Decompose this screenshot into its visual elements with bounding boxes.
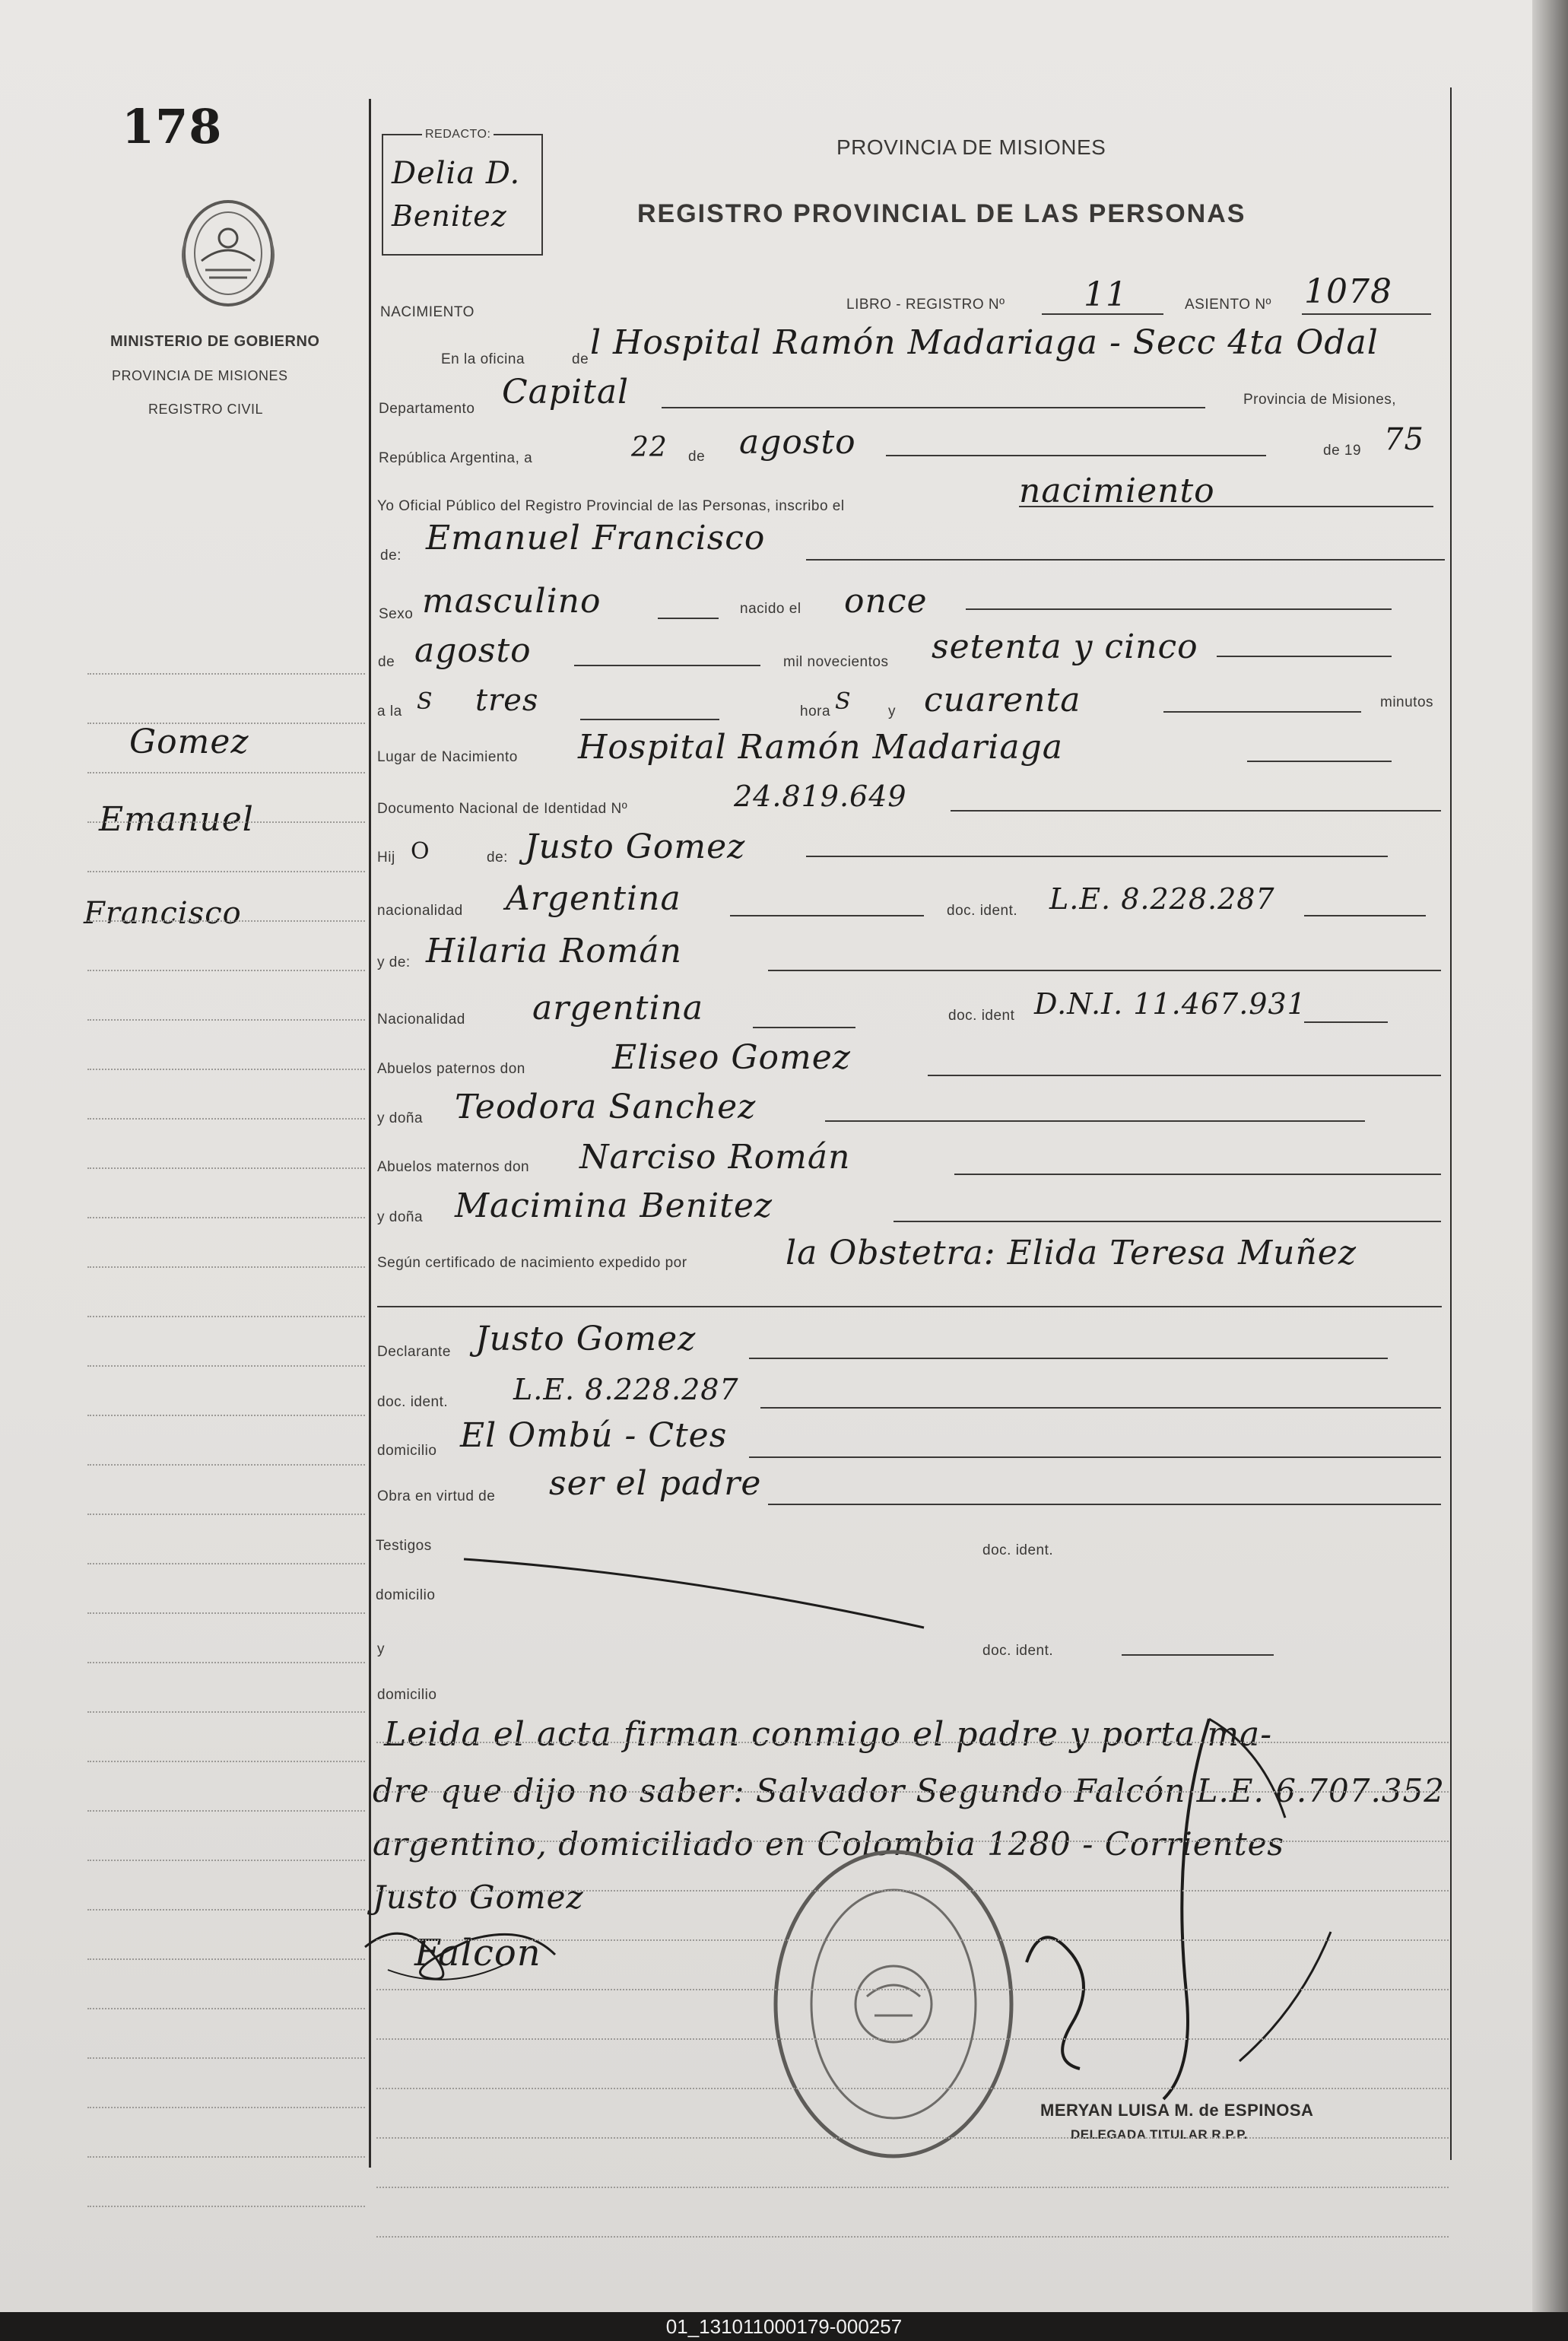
form-dotted-line (376, 2236, 1449, 2238)
oficina-value: l Hospital Ramón Madariaga - Secc 4ta Odal (590, 323, 1379, 362)
year-value: 75 (1384, 422, 1424, 457)
oficial-value: nacimiento (1019, 472, 1215, 510)
page-edge (1532, 0, 1568, 2312)
domicilio2-label: domicilio (376, 1587, 436, 1603)
form-right-border (1450, 87, 1452, 2160)
margin-dotted-line (87, 1069, 365, 1070)
domicilio-value: El Ombú - Ctes (460, 1416, 728, 1455)
doc-ident4-label: doc. ident. (982, 1542, 1054, 1558)
form-dotted-line (376, 1742, 1449, 1743)
margin-dotted-line (87, 1958, 365, 1960)
margin-dotted-line (87, 1662, 365, 1663)
margin-dotted-line (87, 2156, 365, 2158)
form-dotted-line (376, 1939, 1449, 1941)
margin-dotted-line (87, 871, 365, 872)
form-dotted-line (376, 2038, 1449, 2040)
y-dona-label: y doña (377, 1110, 424, 1126)
form-dotted-line (376, 2187, 1449, 2188)
abuelo-pat-value: Eliseo Gomez (612, 1038, 851, 1077)
doc-ident2-label: doc. ident (948, 1008, 1015, 1024)
nacido-label: nacido el (740, 601, 801, 617)
form-dotted-line (376, 1890, 1449, 1892)
margin-dotted-line (87, 1563, 365, 1564)
horas-suffix: S (835, 688, 852, 715)
margin-dotted-line (87, 1316, 365, 1317)
lugar-value: Hospital Ramón Madariaga (578, 728, 1063, 767)
margin-dotted-line (87, 1118, 365, 1120)
margin-dotted-line (87, 772, 365, 773)
form-left-border (369, 99, 371, 2168)
madre-nac-value: argentina (532, 989, 704, 1028)
margin-dotted-line (87, 1365, 365, 1367)
horas-label: hora (800, 704, 831, 719)
header-registry: REGISTRO PROVINCIAL DE LAS PERSONAS (637, 199, 1246, 228)
oficina-label: En la oficina (441, 351, 525, 367)
nacido-mes-value: agosto (414, 631, 532, 670)
margin-dotted-line (87, 1167, 365, 1169)
certificado-value: la Obstetra: Elida Teresa Muñez (786, 1234, 1357, 1272)
redacto-name-1: Delia D. (392, 156, 521, 191)
margin-dotted-line (87, 1612, 365, 1614)
margin-surname: Gomez (129, 723, 249, 761)
form-dotted-line (376, 1841, 1449, 1842)
official-name: MERYAN LUISA M. de ESPINOSA (1040, 2101, 1314, 2120)
sexo-label: Sexo (379, 606, 414, 622)
doc-ident3-label: doc. ident. (377, 1394, 449, 1410)
margin-dotted-line (87, 2206, 365, 2207)
margin-dotted-line (87, 2008, 365, 2009)
a-las-suffix: S (417, 688, 433, 715)
header-province: PROVINCIA DE MISIONES (836, 135, 1106, 159)
day-value: 22 (631, 432, 668, 463)
redacto-box (382, 134, 543, 256)
signature-falcon: Falcon (414, 1932, 541, 1974)
y-label: y (888, 704, 896, 719)
declarante-value: Justo Gomez (475, 1320, 697, 1358)
margin-dotted-line (87, 920, 365, 922)
margin-dotted-line (87, 1810, 365, 1812)
testigos-label: Testigos (376, 1538, 432, 1554)
obra-value: ser el padre (549, 1464, 762, 1503)
certificado-label: Según certificado de nacimiento expedido por (377, 1255, 687, 1271)
nacionalidad2-label: Nacionalidad (377, 1012, 465, 1028)
a-las-label: a la (377, 704, 402, 719)
domicilio3-label: domicilio (377, 1687, 437, 1703)
redacto-label: REDACTO: (422, 128, 494, 141)
margin-dotted-line (87, 1514, 365, 1515)
y-dona2-label: y doña (377, 1209, 424, 1225)
madre-doc-value: D.N.I. 11.467.931 (1034, 987, 1306, 1021)
record-type-label: NACIMIENTO (380, 304, 475, 320)
form-dotted-line (376, 1989, 1449, 1990)
margin-dotted-line (87, 1909, 365, 1911)
oficina-prefix: de (572, 351, 589, 367)
hijo-label: Hij (377, 850, 395, 866)
asiento-label: ASIENTO Nº (1185, 297, 1271, 313)
abuela-pat-value: Teodora Sanchez (455, 1088, 757, 1126)
declarante-label: Declarante (377, 1344, 451, 1360)
de2-label: de (378, 654, 395, 670)
official-title: DELEGADA TITULAR R.P.P. (1071, 2127, 1249, 2142)
abuelos-pat-label: Abuelos paternos don (377, 1061, 525, 1077)
nacionalidad-label: nacionalidad (377, 903, 463, 919)
nacido-value: once (844, 582, 928, 621)
departamento-value: Capital (502, 373, 630, 411)
margin-dotted-line (87, 1266, 365, 1268)
documento-label: Documento Nacional de Identidad Nº (377, 801, 628, 817)
declarante-doc-value: L.E. 8.228.287 (513, 1373, 739, 1406)
margin-dotted-line (87, 1761, 365, 1762)
doc-ident-label: doc. ident. (947, 903, 1018, 919)
y2-label: y (377, 1641, 385, 1657)
provincia-label: Provincia de Misiones, (1243, 392, 1397, 408)
sexo-value: masculino (422, 582, 601, 621)
form-dotted-line (376, 2137, 1449, 2139)
madre-value: Hilaria Román (426, 932, 682, 970)
mil-value: setenta y cinco (932, 627, 1198, 666)
horas-value: tres (475, 683, 539, 718)
documento-value: 24.819.649 (734, 780, 907, 813)
margin-dotted-line (87, 723, 365, 724)
ministry-title: MINISTERIO DE GOBIERNO (110, 333, 320, 350)
margin-dotted-line (87, 821, 365, 823)
padre-value: Justo Gomez (525, 827, 746, 866)
mil-label: mil novecientos (783, 654, 889, 670)
minutos-label: minutos (1380, 694, 1434, 710)
margin-first-name: Emanuel (99, 800, 254, 839)
note-line-1: Leida el acta firman conmigo el padre y porta ma- (384, 1715, 1273, 1754)
padre-doc-value: L.E. 8.228.287 (1049, 882, 1275, 916)
domicilio-label: domicilio (377, 1443, 437, 1459)
nombre-label: de: (380, 548, 402, 564)
margin-second-name: Francisco (84, 896, 242, 931)
hijo-suffix: O (411, 838, 430, 865)
abuelos-mat-label: Abuelos maternos don (377, 1159, 530, 1175)
nombre-value: Emanuel Francisco (426, 519, 766, 557)
margin-dotted-line (87, 1711, 365, 1713)
obra-label: Obra en virtud de (377, 1488, 496, 1504)
padre-nac-value: Argentina (506, 879, 681, 918)
margin-dotted-line (87, 1019, 365, 1021)
libro-value: 11 (1084, 275, 1128, 314)
lugar-label: Lugar de Nacimiento (377, 749, 518, 765)
margin-dotted-line (87, 970, 365, 971)
margin-dotted-line (87, 1415, 365, 1416)
hijo-de-label: de: (487, 850, 508, 866)
year-label: de 19 (1323, 443, 1362, 459)
minutos-value: cuarenta (924, 681, 1081, 719)
ministry-office: REGISTRO CIVIL (148, 402, 264, 417)
signature-scribble (357, 1901, 707, 2000)
departamento-label: Departamento (379, 401, 475, 417)
y-de-label: y de: (377, 955, 411, 970)
official-signature (1011, 1704, 1392, 2114)
form-dotted-line (376, 2088, 1449, 2089)
asiento-value: 1078 (1304, 272, 1392, 311)
margin-dotted-line (87, 1217, 365, 1218)
margin-dotted-line (87, 2107, 365, 2108)
oficial-label: Yo Oficial Público del Registro Provincial de las Personas, inscribo el (377, 498, 845, 514)
libro-label: LIBRO - REGISTRO Nº (846, 297, 1005, 313)
margin-dotted-line (87, 673, 365, 675)
note-line-2: dre que dijo no saber: Salvador Segundo Falcón L.E. 6.707.352 (373, 1772, 1445, 1809)
cancel-stroke (456, 1552, 943, 1635)
doc-ident5-label: doc. ident. (982, 1643, 1054, 1659)
margin-dotted-line (87, 1464, 365, 1466)
ministry-province: PROVINCIA DE MISIONES (112, 368, 288, 383)
note-line-3: argentino, domiciliado en Colombia 1280 - Corrientes (373, 1825, 1284, 1863)
abuelo-mat-value: Narciso Román (579, 1138, 851, 1177)
coat-of-arms-icon (171, 194, 285, 316)
republica-label: República Argentina, a (379, 450, 533, 466)
form-dotted-line (376, 1791, 1449, 1793)
redacto-name-2: Benitez (392, 199, 507, 233)
signature-justo-gomez: Justo Gomez (373, 1879, 584, 1916)
margin-dotted-line (87, 2057, 365, 2059)
abuela-mat-value: Macimina Benitez (455, 1186, 773, 1225)
margin-dotted-line (87, 1860, 365, 1861)
de-label: de (688, 449, 706, 465)
footer-code: 01_131011000179-000257 (665, 2315, 903, 2338)
month-value: agosto (739, 423, 856, 462)
page-number: 178 (122, 99, 223, 154)
